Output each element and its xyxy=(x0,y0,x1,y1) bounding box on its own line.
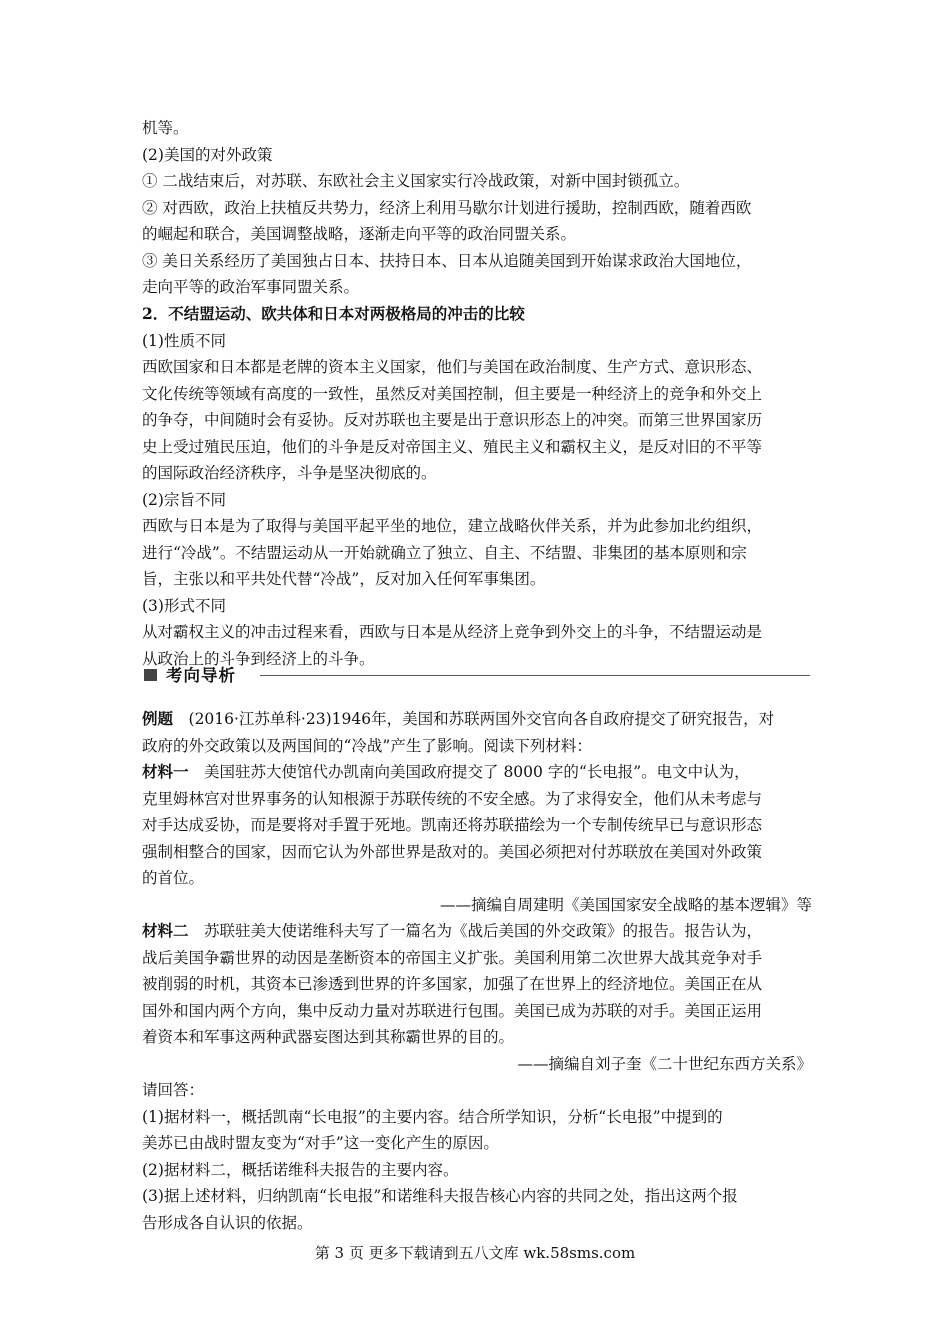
form-title: (3)形式不同 xyxy=(142,596,226,615)
text-line: 机等。 xyxy=(142,119,189,137)
material-one-source: ——摘编自周建明《美国国家安全战略的基本逻辑》等 xyxy=(439,895,812,914)
aim-title: (2)宗旨不同 xyxy=(142,490,226,509)
example-label: 例题 xyxy=(142,709,174,728)
us-foreign-policy-block xyxy=(142,115,812,301)
comparison-block xyxy=(142,301,812,672)
text-line: 战后美国争霸世界的动因是垄断资本的帝国主义扩张。美国利用第二次世界大战其竞争对手 xyxy=(142,948,763,967)
section-title: 考向导析 xyxy=(166,666,236,685)
text-line: 的首位。 xyxy=(142,869,205,887)
question-1: (1)据材料一，概括凯南“长电报”的主要内容。结合所学知识，分析“长电报”中提到的 xyxy=(142,1107,723,1126)
text-line: (2016·江苏单科·23)1946年，美国和苏联两国外交官向各自政府提交了研究报告，对 xyxy=(173,710,775,728)
material-one-label: 材料一 xyxy=(142,762,189,781)
nature-title: (1)性质不同 xyxy=(142,331,226,350)
text-line: 的争夺，中间随时会有妥协。反对苏联也主要是出于意识形态上的冲突。而第三世界国家历 xyxy=(142,411,763,429)
text-line: 从政治上的斗争到经济上的斗争。 xyxy=(142,649,375,668)
text-line: 政府的外交政策以及两国间的“冷战”产生了影响。阅读下列材料： xyxy=(142,736,592,755)
section-divider xyxy=(260,675,810,676)
text-line: 的崛起和联合，美国调整战略，逐渐走向平等的政治同盟关系。 xyxy=(142,225,577,243)
text-line: 的国际政治经济秩序，斗争是坚决彻底的。 xyxy=(142,464,437,482)
text-line: 旨，主张以和平共处代替“冷战”，反对加入任何军事集团。 xyxy=(142,570,546,588)
text-line: 国外和国内两个方向，集中反动力量对苏联进行包围。美国已成为苏联的对手。美国正运用 xyxy=(142,1001,763,1020)
text-line: 走向平等的政治军事同盟关系。 xyxy=(142,278,360,296)
comparison-heading: 2．不结盟运动、欧共体和日本对两极格局的冲击的比较 xyxy=(142,304,525,323)
material-two-source: ——摘编自刘子奎《二十世纪东西方关系》 xyxy=(517,1054,812,1073)
text-line: 对手达成妥协，而是要将对手置于死地。凯南还将苏联描绘为一个专制传统早已与意识形态 xyxy=(142,816,763,834)
text-line: 西欧与日本是为了取得与美国平起平坐的地位，建立战略伙伴关系，并为此参加北约组织， xyxy=(142,517,763,535)
page-footer: 第 3 页 更多下载请到五八文库 wk.58sms.com xyxy=(314,1244,636,1262)
text-line: 苏联驻美大使诺维科夫写了一篇名为《战后美国的外交政策》的报告。报告认为， xyxy=(188,922,763,940)
text-line: 从对霸权主义的冲击过程来看，西欧与日本是从经济上竞争到外交上的斗争，不结盟运动是 xyxy=(142,623,763,641)
text-line: ② 对西欧，政治上扶植反共势力，经济上利用马歇尔计划进行援助，控制西欧，随着西欧 xyxy=(142,198,752,217)
subsection-title: (2)美国的对外政策 xyxy=(142,145,273,164)
text-line: 着资本和军事这两种武器妄图达到其称霸世界的目的。 xyxy=(142,1028,515,1046)
question-3: (3)据上述材料，归纳凯南“长电报”和诺维科夫报告核心内容的共同之处，指出这两个报 xyxy=(142,1187,738,1205)
text-line: 进行“冷战”。不结盟运动从一开始就确立了独立、自主、不结盟、非集团的基本原则和宗 xyxy=(142,543,747,562)
text-line: ① 二战结束后，对苏联、东欧社会主义国家实行冷战政策，对新中国封锁孤立。 xyxy=(142,172,690,190)
ask-prompt: 请回答： xyxy=(142,1081,205,1099)
example-intro xyxy=(142,706,812,733)
text-line: ③ 美日关系经历了美国独占日本、扶持日本、日本从追随美国到开始谋求政治大国地位， xyxy=(142,251,752,270)
text-line: 告形成各自认识的依据。 xyxy=(142,1213,313,1232)
example-block xyxy=(142,706,812,1236)
text-line: 被削弱的时机，其资本已渗透到世界的许多国家，加强了在世界上的经济地位。美国正在从 xyxy=(142,975,763,993)
text-line: 克里姆林宫对世界事务的认知根源于苏联传统的不安全感。为了求得安全，他们从未考虑与 xyxy=(142,789,763,808)
section-header xyxy=(142,660,810,690)
text-line: 美苏已由战时盟友变为“对手”这一变化产生的原因。 xyxy=(142,1134,499,1152)
text-line: 强制相整合的国家，因而它认为外部世界是敌对的。美国必须把对付苏联放在美国对外政策 xyxy=(142,842,763,861)
text-line: 史上受过殖民压迫，他们的斗争是反对帝国主义、殖民主义和霸权主义，是反对旧的不平等 xyxy=(142,437,763,456)
material-one xyxy=(142,759,812,786)
text-line: 文化传统等领域有高度的一致性，虽然反对美国控制，但主要是一种经济上的竞争和外交上 xyxy=(142,384,763,403)
text-line: 美国驻苏大使馆代办凯南向美国政府提交了 8000 字的“长电报”。电文中认为， xyxy=(188,763,750,781)
material-two-label: 材料二 xyxy=(142,921,189,940)
question-2: (2)据材料二，概括诺维科夫报告的主要内容。 xyxy=(142,1160,459,1179)
square-bullet-icon xyxy=(144,669,157,681)
text-line: 西欧国家和日本都是老牌的资本主义国家，他们与美国在政治制度、生产方式、意识形态、 xyxy=(142,358,763,376)
material-two xyxy=(142,918,812,945)
